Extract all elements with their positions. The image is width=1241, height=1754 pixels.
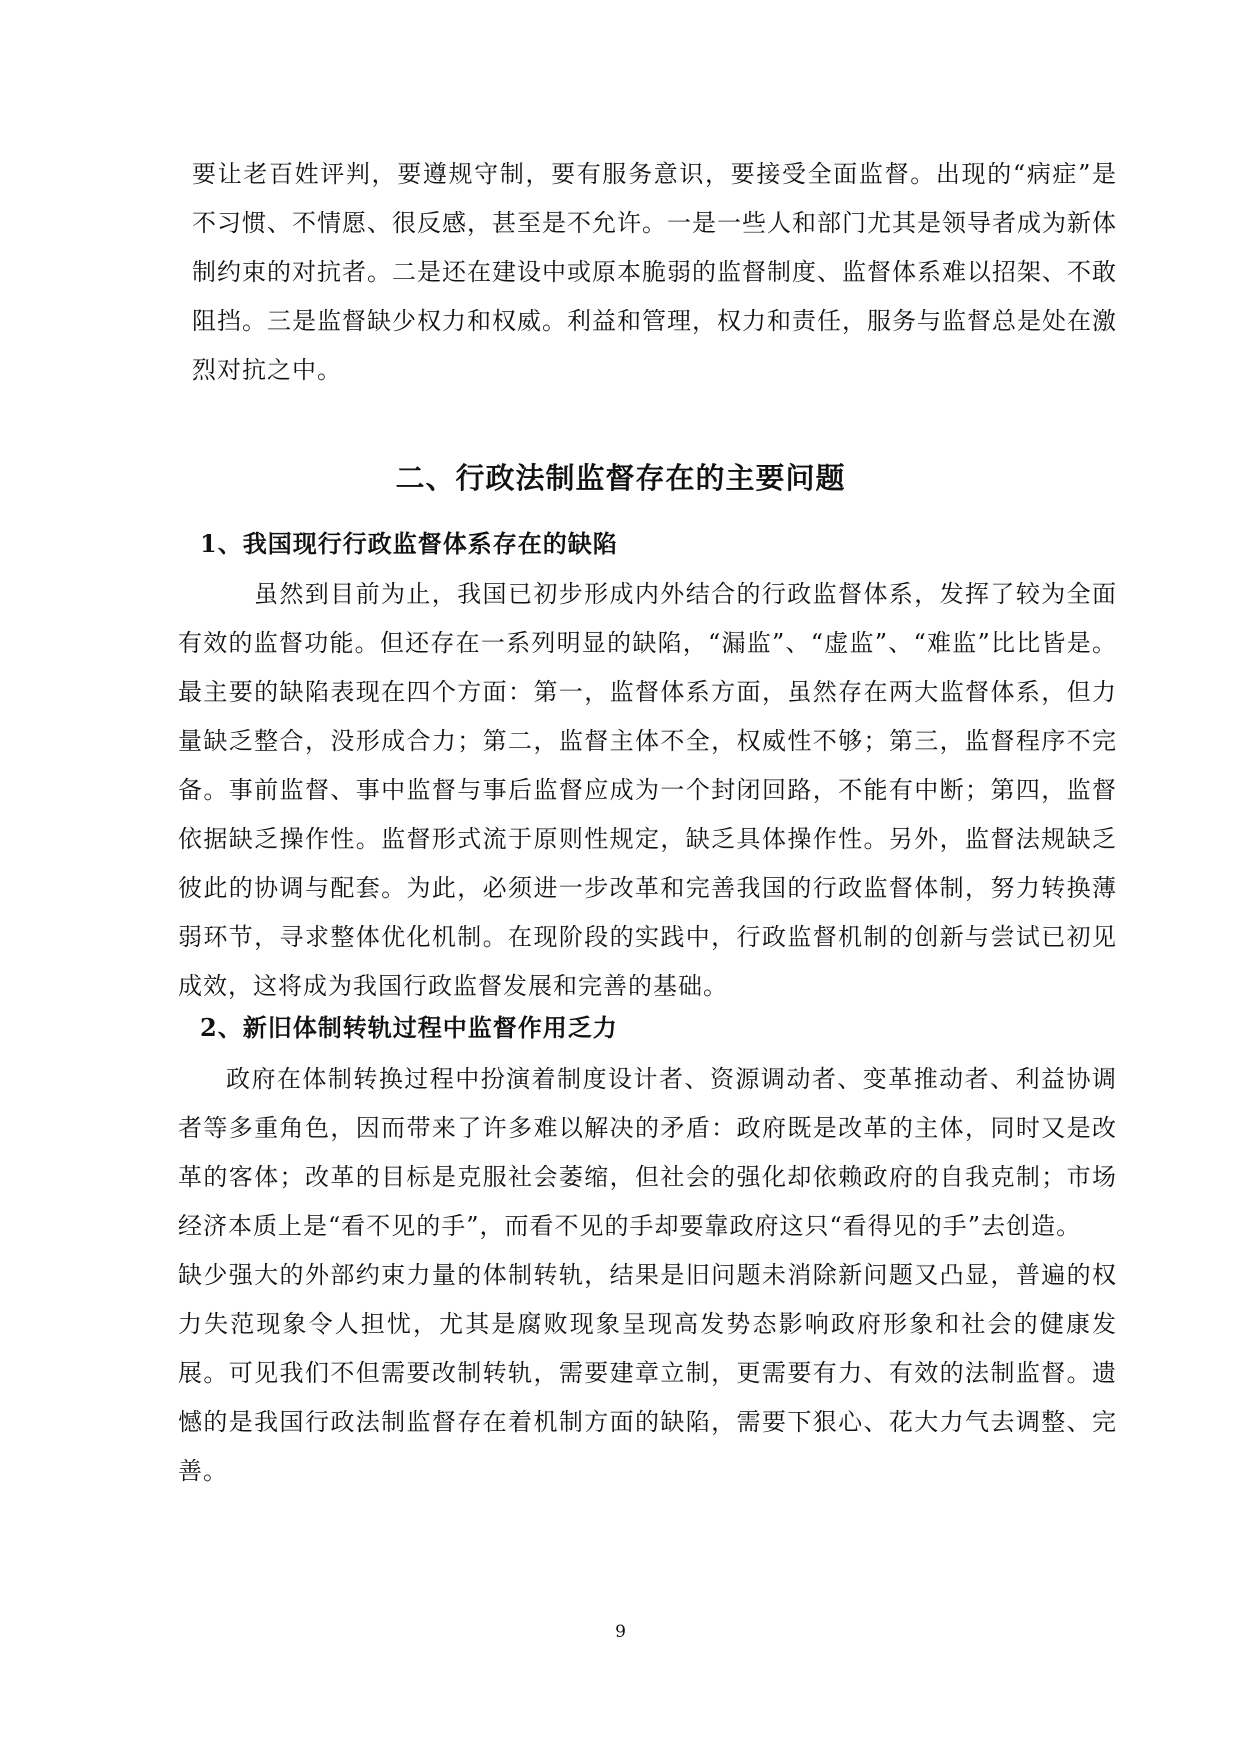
subsection-2-paragraph-1: 政府在体制转换过程中扮演着制度设计者、资源调动者、变革推动者、利益协调者等多重角色，因而带来了许多难以解决的矛盾：政府既是改革的主体，同时又是改革的客体；改革的目标是克服社会萎缩，但社会的强化却依赖政府的自我克制；市场经济本质上是“看不见的手”，而看不见的手却要靠政府这只“看得见的手”去创造。	[178, 1065, 1117, 1240]
section-heading: 二、行政法制监督存在的主要问题	[395, 461, 846, 495]
page-number: 9	[615, 1622, 626, 1642]
subsection-1-paragraph: 虽然到目前为止，我国已初步形成内外结合的行政监督体系，发挥了较为全面有效的监督功能。但还存在一系列明显的缺陷，“漏监”、“虚监”、“难监”比比皆是。最主要的缺陷表现在四个方面：第一，监督体系方面，虽然存在两大监督体系，但力量缺乏整合，没形成合力；第二，监督主体不全，权威性不够；第三，监督程序不完备。事前监督、事中监督与事后监督应成为一个封闭回路，不能有中断；第四，监督依据缺乏操作性。监督形式流于原则性规定，缺乏具体操作性。另外，监督法规缺乏彼此的协调与配套。为此，必须进一步改革和完善我国的行政监督体制，努力转换薄弱环节，寻求整体优化机制。在现阶段的实践中，行政监督机制的创新与尝试已初见成效，这将成为我国行政监督发展和完善的基础。	[178, 580, 1117, 1000]
subsection-2-paragraph-2: 缺少强大的外部约束力量的体制转轨，结果是旧问题未消除新问题又凸显，普遍的权力失范现象令人担忧，尤其是腐败现象呈现高发势态影响政府形象和社会的健康发展。可见我们不但需要改制转轨，需要建章立制，更需要有力、有效的法制监督。遗憾的是我国行政法制监督存在着机制方面的缺陷，需要下狠心、花大力气去调整、完善。	[178, 1261, 1117, 1485]
subsection-1-heading: 1、我国现行行政监督体系存在的缺陷	[200, 529, 618, 558]
subsection-2-heading: 2、新旧体制转轨过程中监督作用乏力	[200, 1013, 618, 1042]
continuation-paragraph: 要让老百姓评判，要遵规守制，要有服务意识，要接受全面监督。出现的“病症”是不习惯、不情愿、很反感，甚至是不允许。一是一些人和部门尤其是领导者成为新体制约束的对抗者。二是还在建设中或原本脆弱的监督制度、监督体系难以招架、不敢阻挡。三是监督缺少权力和权威。利益和管理，权力和责任，服务与监督总是处在激烈对抗之中。	[192, 160, 1117, 384]
